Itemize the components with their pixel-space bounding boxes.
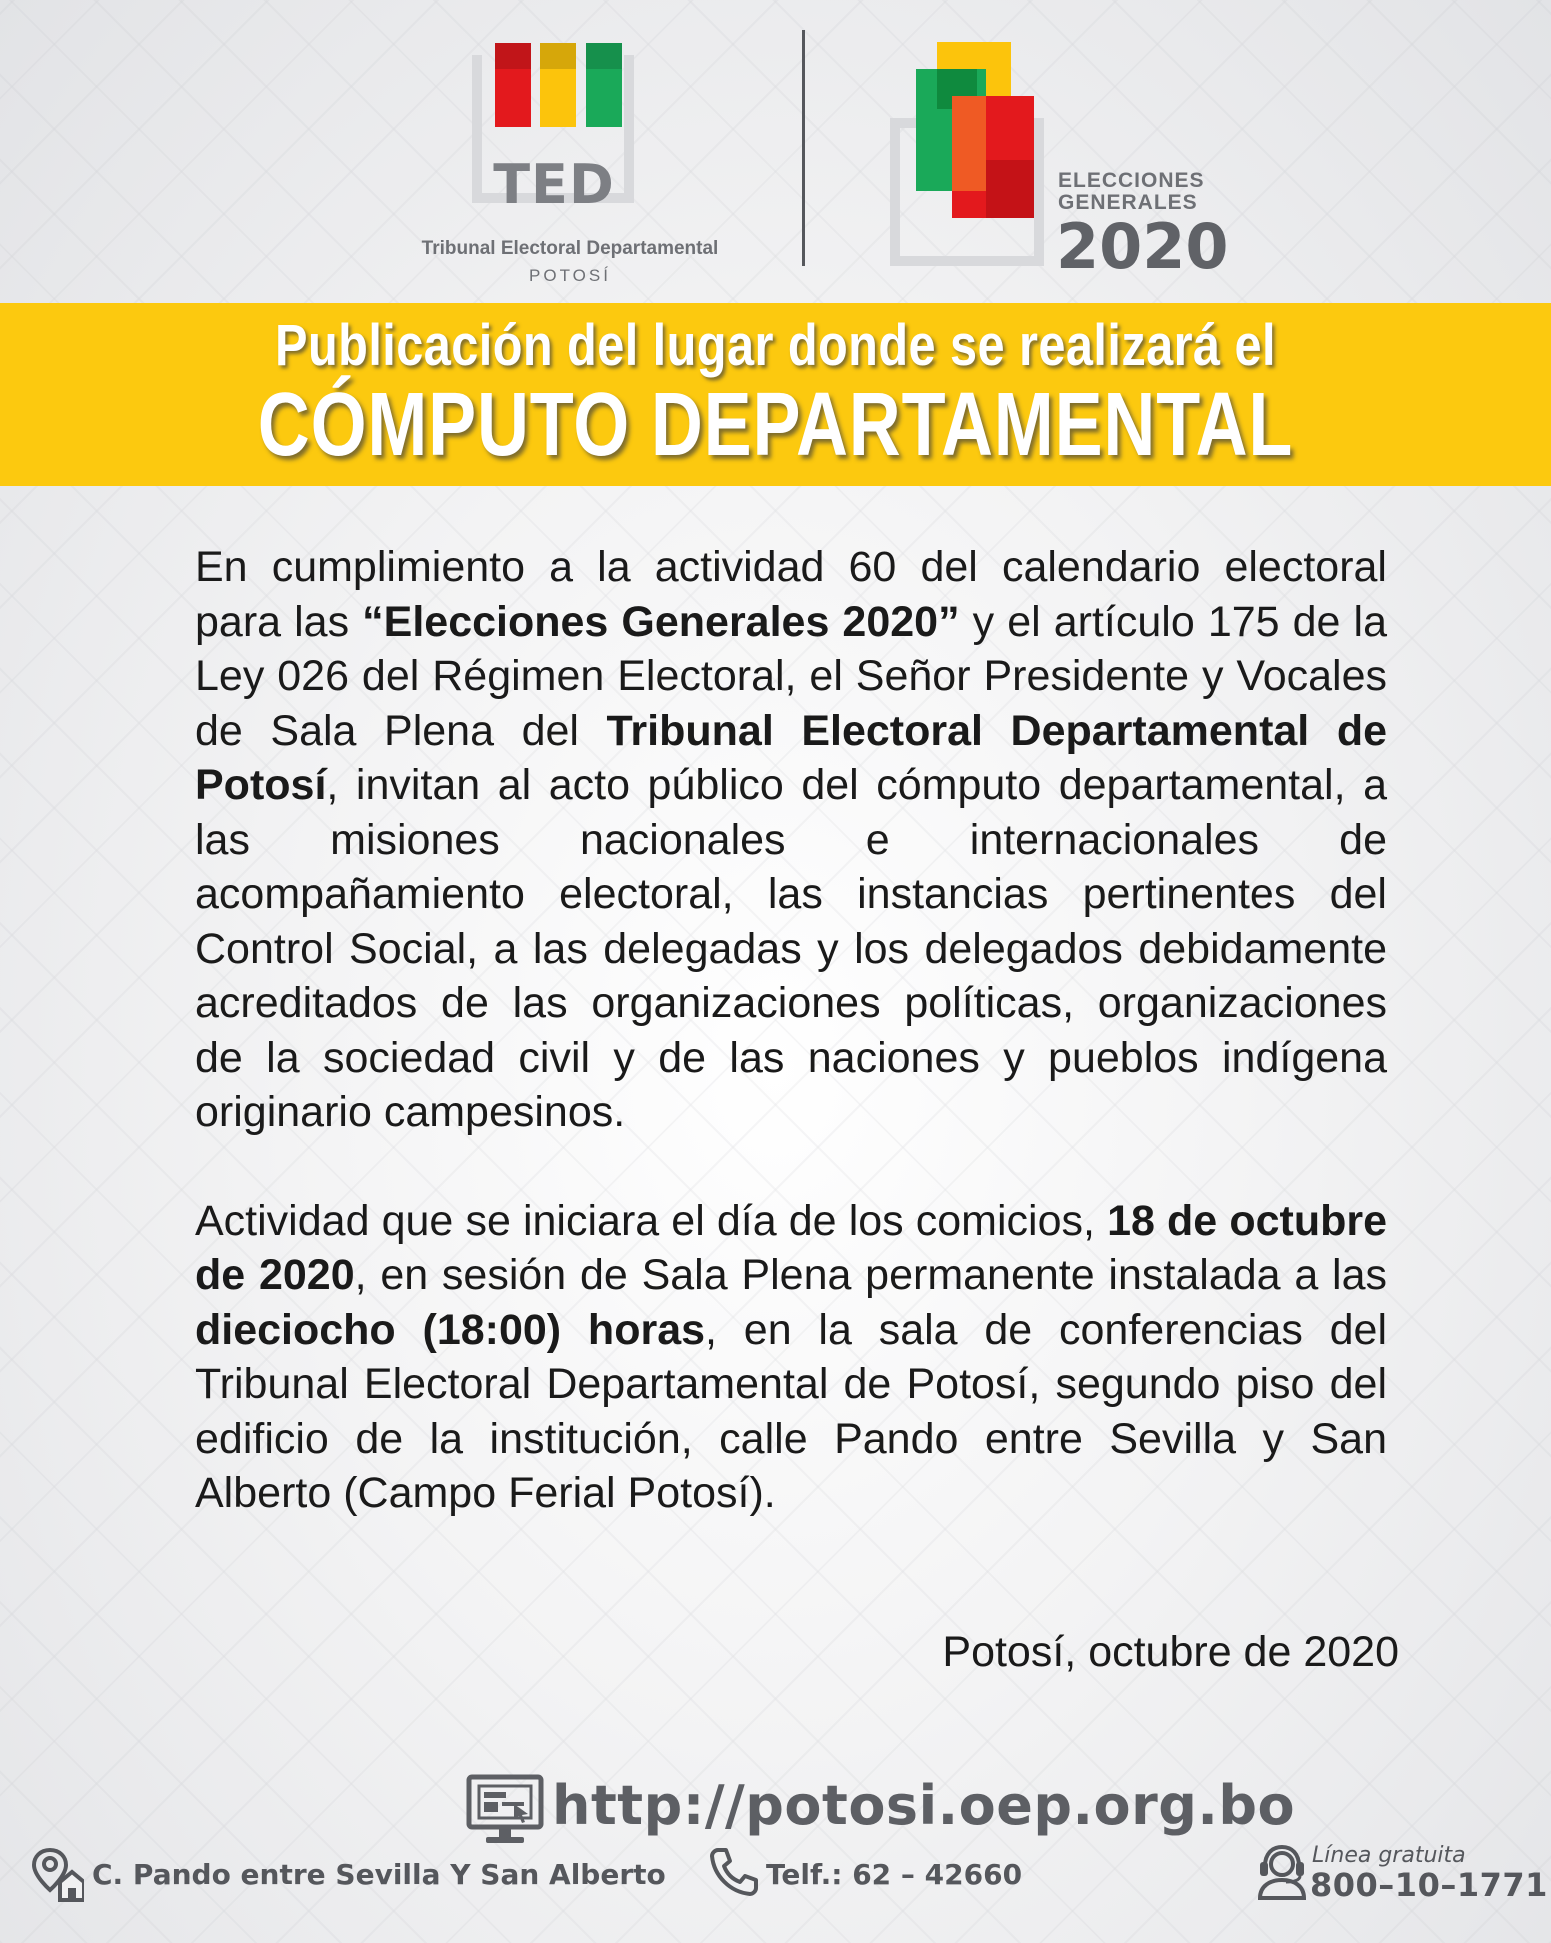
computer-icon [466,1774,544,1846]
title-line1: Publicación del lugar donde se realizará el [275,313,1276,378]
ted-logo-yellow-bar [540,43,576,127]
elections-logo-orange-square [952,96,986,191]
elections-logo-year: 2020 [1056,210,1229,283]
ted-logo-red-bar [495,43,531,127]
ted-logo-name: Tribunal Electoral Departamental [421,238,719,259]
signature-date: Potosí, octubre de 2020 [942,1628,1399,1676]
elections-logo-darkred-square [986,160,1034,218]
website-link[interactable]: http://potosi.oep.org.bo [552,1774,1296,1837]
p2-text-b: 18 de octubre de 2020 [195,1196,1388,1299]
p2-text-a: Actividad que se iniciara el día de los comicios, [195,1196,1108,1245]
header-divider [802,30,805,266]
ted-logo-green-bar [586,43,622,127]
free-line-label: Línea gratuita [1312,1843,1466,1868]
title-line2: CÓMPUTO DEPARTAMENTAL [257,375,1294,475]
elections-logo-line1: ELECCIONES [1058,169,1205,192]
phone-icon [710,1846,758,1896]
elections-logo-line2: GENERALES [1058,191,1198,214]
elections-logo [880,40,1240,283]
p2-text-d: dieciocho (18:00) horas [195,1305,706,1354]
location-icon [32,1846,84,1902]
elections-logo-title [1058,170,1205,214]
headset-icon [1256,1842,1308,1900]
footer-phone: Telf.: 62 – 42660 [766,1858,1023,1891]
p1-text-d: Tribunal Electoral Departamental de Potosí [195,706,1387,809]
ted-logo-city: POTOSÍ [529,266,611,285]
p1-text-a: En cumplimiento a la actividad 60 del calendario electoral para las [195,543,1387,646]
p2-text-e: , en la sala de conferencias del Tribunal Electoral Departamental de Potosí, segundo piso del edificio de la institución, calle Pando entre Sevilla y San Alberto (Campo Ferial Potosí). [195,1305,1388,1517]
p2-text-c: , en sesión de Sala Plena permanente instalada a las [354,1251,1387,1299]
free-line-number: 800–10–1771 [1310,1866,1548,1904]
ted-logo [380,30,740,290]
p1-text-c: y el artículo 175 de la Ley 026 del Régimen Electoral, el Señor Presidente y Vocales de Sala Plena del [195,597,1387,755]
ted-logo-acronym: TED [493,153,615,216]
footer-address: C. Pando entre Sevilla Y San Alberto [92,1858,666,1891]
paragraph-1 [195,540,1387,1140]
p1-text-b: “Elecciones Generales 2020” [362,597,960,646]
paragraph-2 [195,1194,1387,1521]
announcement-body [195,540,1387,1521]
p1-text-e: , invitan al acto público del cómputo departamental, a las misiones nacionales e internacionales de acompañamiento electoral, las instancias pertinentes del Control Social, a las delegadas y los delegados debidamente acreditados de las organizaciones políticas, organizaciones de la sociedad civil y de las naciones y pueblos indígena originario campesinos. [195,761,1387,1136]
